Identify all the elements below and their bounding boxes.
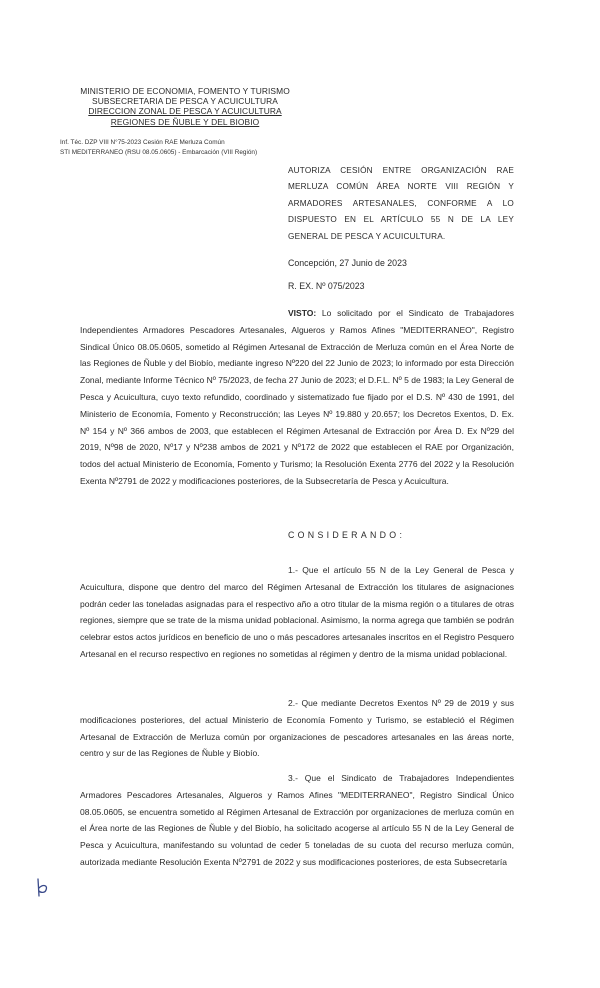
visto-text: Lo solicitado por el Sindicato de Trabajadores Independientes Armadores Pescadores Artesanales, Algueros y Ramos Afines "MEDITERRANEO", Registro Sindical Único 08.05.0605, sometido al Régimen Artesanal de Extracción de Merluza común en el Área Norte de las Regiones de Ñuble y del Biobío, mediante ingreso Nº220 del 22 Junio de 2023; lo informado por esta Dirección Zonal, mediante Informe Técnico Nº 75/2023, de fecha 27 Junio de 2023; el D.F.L. Nº 5 de 1983; la Ley General de Pesca y Acuicultura, cuyo texto refundido, coordinado y sistematizado fue fijado por el D.S. Nº 430 de 1991, del Ministerio de Economía, Fomento y Reconstrucción; las Leyes Nº 19.880 y 20.657; los Decretos Exentos, D. Ex. Nº 154 y Nº 366 ambos de 2003, que establecen el Régimen Artesanal de Extracción por Área D. Ex Nº29 del 2019, Nº98 de 2020, Nº17 y Nº238 ambos de 2021 y Nº172 de 2022 que establecen el RAE por Organización, todos del actual Ministerio de Economía, Fomento y Turismo; la Resolución Exenta 2776 del 2022 y la Resolución Exenta Nº2791 de 2022 y modificaciones posteriores, de la Subsecretaría de Pesca y Acuicultura. xyxy=(80,308,514,486)
reference-line-1: Inf. Téc. DZP VIII N°75-2023 Cesión RAE Merluza Común xyxy=(60,139,225,146)
visto-paragraph xyxy=(80,305,514,490)
reference-line-2: STI MEDITERRANEO (RSU 08.05.0605) - Embarcación (VIII Región) xyxy=(60,148,258,156)
letterhead xyxy=(60,86,310,127)
ministry-name: MINISTERIO DE ECONOMIA, FOMENTO Y TURISMO xyxy=(80,86,290,96)
resolution-subject: AUTORIZA CESIÓN ENTRE ORGANIZACIÓN RAE MERLUZA COMÚN ÁREA NORTE VIII REGIÓN Y ARMADORES ARTESANALES, CONFORME A LO DISPUESTO EN EL ARTÍCULO 55 N DE LA LEY GENERAL DE PESCA Y ACUICULTURA. xyxy=(288,166,514,241)
directorate-name: DIRECCION ZONAL DE PESCA Y ACUICULTURA xyxy=(88,106,282,117)
resolution-number: R. EX. Nº 075/2023 xyxy=(288,281,365,291)
place-and-date: Concepción, 27 Junio de 2023 xyxy=(288,258,407,268)
considerando-paragraph-3: 3.- Que el Sindicato de Trabajadores Independientes Armadores Pescadores Artesanales, Algueros y Ramos Afines "MEDITERRANEO", Registro Sindical Único 08.05.0605, se encuentra sometido al Régimen Artesanal de Extracción por organizaciones de merluza común en el Área norte de las Regiones de Ñuble y del Biobío, ha solicitado acogerse al artículo 55 N de la Ley General de Pesca y Acuicultura, manifestando su voluntad de ceder 5 toneladas de su cuota del recurso merluza común, autorizada mediante Resolución Exenta Nº2791 de 2022 y sus modificaciones posteriores, de esta Subsecretaría xyxy=(80,773,514,867)
handwritten-initials-mark xyxy=(34,876,54,898)
reference-lines xyxy=(60,138,290,157)
subsecretariat-name: SUBSECRETARIA DE PESCA Y ACUICULTURA xyxy=(92,96,278,107)
considerando-paragraph-2: 2.- Que mediante Decretos Exentos Nº 29 de 2019 y sus modificaciones posteriores, del actual Ministerio de Economía Fomento y Turismo, se estableció el Régimen Artesanal de Extracción de Merluza común por organizaciones de pescadores artesanales en las áreas norte, centro y sur de las Regiones de Ñuble y Biobío. xyxy=(80,698,514,759)
visto-label: VISTO: xyxy=(288,308,317,318)
regions-name: REGIONES DE ÑUBLE Y DEL BIOBIO xyxy=(110,116,260,127)
considerando-paragraph-1: 1.- Que el artículo 55 N de la Ley General de Pesca y Acuicultura, dispone que dentro del marco del Régimen Artesanal de Extracción los titulares de asignaciones podrán ceder las toneladas asignadas para el respectivo año a otro titular de la misma región o a titulares de otras regiones, siempre que se trate de la misma unidad poblacional. Asimismo, la norma agrega que también se podrán celebrar estos actos jurídicos en beneficio de uno o más pescadores artesanales inscritos en el Registro Pesquero Artesanal en el recurso respectivo en regiones no sometidas al régimen y dentro de la misma unidad poblacional. xyxy=(80,565,514,659)
considerando-heading: CONSIDERANDO: xyxy=(288,530,406,540)
